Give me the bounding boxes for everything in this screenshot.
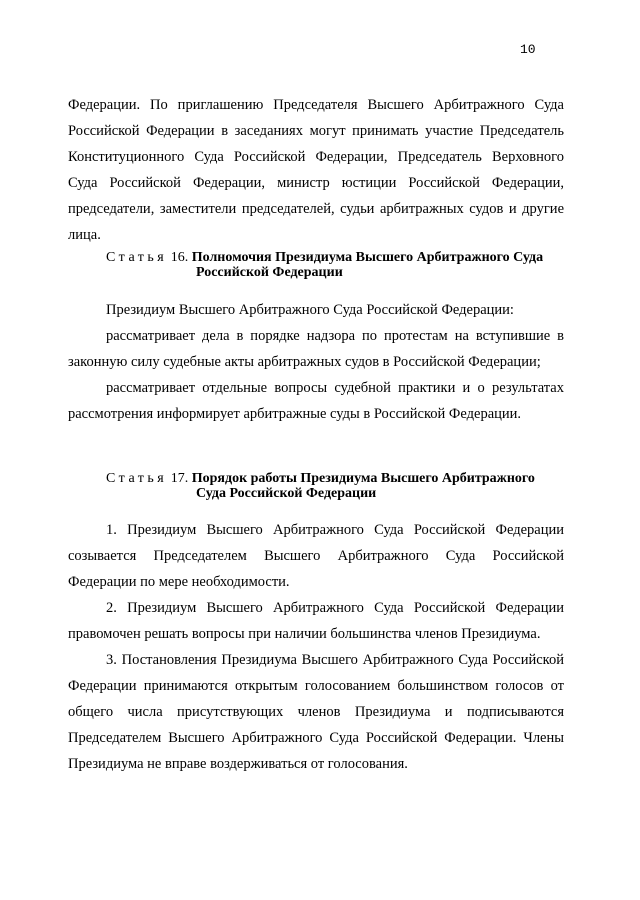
article-17-number: 17. [170, 471, 189, 486]
article-17-title-line1: Порядок работы Президиума Высшего Арбитражного [191, 471, 535, 486]
article-16-number: 16. [170, 250, 189, 265]
intro-paragraph: Федерации. По приглашению Председателя Высшего Арбитражного Суда Российской Федерации в заседаниях могут принимать участие Председатель Конституционного Суда Российской Федерации, Председатель Верховного Суда Российской Федерации, министр юстиции Российской Федерации, председатели, заместители председателей, судьи арбитражных судов и другие лица. [68, 97, 564, 243]
article-16-paragraph-3: рассматривает отдельные вопросы судебной практики и о результатах рассмотрения информирует арбитражные суды в Российской Федерации. [68, 380, 564, 422]
article-16-title-line1: Полномочия Президиума Высшего Арбитражного Суда [191, 250, 544, 265]
article-17-paragraph-2: 2. Президиум Высшего Арбитражного Суда Российской Федерации правомочен решать вопросы при наличии большинства членов Президиума. [68, 600, 564, 642]
article-17-heading [106, 471, 535, 501]
article-17-label: Статья [106, 471, 168, 486]
article-16-heading [106, 250, 543, 280]
page-number: 10 [520, 42, 536, 57]
article-17-title-line2: Суда Российской Федерации [196, 486, 377, 501]
article-16-title-line2: Российской Федерации [196, 265, 343, 280]
article-16-paragraph-1: Президиум Высшего Арбитражного Суда Российской Федерации: [106, 302, 514, 318]
article-17-paragraph-1: 1. Президиум Высшего Арбитражного Суда Российской Федерации созывается Председателем Высшего Арбитражного Суда Российской Федерации по мере необходимости. [68, 522, 564, 590]
article-16-paragraph-2: рассматривает дела в порядке надзора по протестам на вступившие в законную силу судебные акты арбитражных судов в Российской Федерации; [68, 328, 564, 370]
article-17-paragraph-3: 3. Постановления Президиума Высшего Арбитражного Суда Российской Федерации принимаются открытым голосованием большинством голосов от общего числа присутствующих членов Президиума и подписываются Председателем Высшего Арбитражного Суда Российской Федерации. Члены Президиума не вправе воздерживаться от голосования. [68, 652, 564, 772]
article-16-label: Статья [106, 250, 168, 265]
